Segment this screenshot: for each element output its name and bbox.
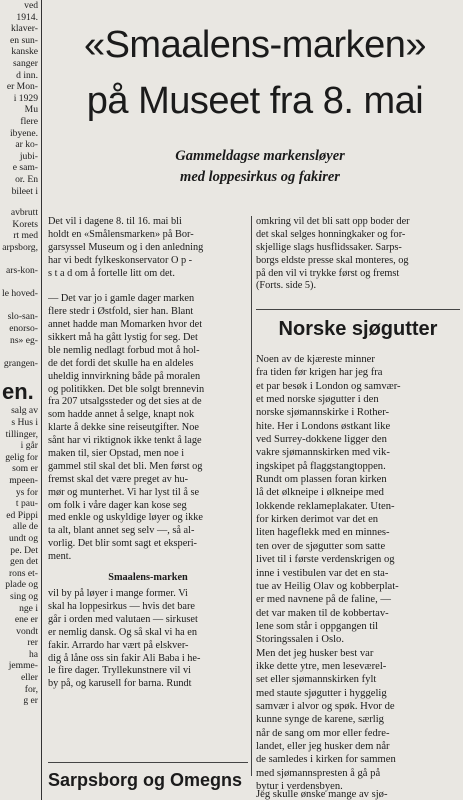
left-column-line: klaver- — [11, 23, 38, 35]
left-column-line: ys for — [15, 486, 38, 498]
norske-line: de samledes i kirken for sammen — [256, 754, 396, 766]
left-column-line: vondt — [16, 625, 38, 637]
norske-line: norske sjømannskirke i Rother- — [256, 407, 390, 419]
left-column-line — [0, 300, 38, 312]
left-column-line: rons et- — [8, 567, 38, 579]
article-line: s t a d om å fortelle litt om det. — [48, 267, 175, 279]
norske-line: ikke dette ytre, men leseværel- — [256, 660, 387, 672]
norske-line: vakre sjømannskirken med vik- — [256, 447, 390, 459]
left-column-line: som er — [12, 463, 38, 475]
article-line: garsyssel Museum og i den anledning — [48, 241, 204, 253]
norske-line: lokkende reklameplakater. Uten- — [256, 500, 395, 512]
norske-sjogutter-title: Norske sjøgutter — [278, 318, 438, 340]
article-line: skjellige slags husflidssaker. Sarps- — [256, 241, 402, 253]
article-line: de det fordi det skulle ha en aldeles — [48, 357, 194, 369]
norske-line: når de sang om mor eller fedre- — [256, 727, 390, 739]
norske-line: samvær i alvor og spøk. Hvor de — [256, 700, 395, 712]
norske-line: livet til i første verdenskrigen og — [256, 554, 395, 566]
norske-line: ved Surrey-dokkene ligger den — [256, 434, 387, 446]
left-column-line: Korets — [12, 218, 38, 230]
article-line: går i orden med valutaen — sirkuset — [48, 613, 198, 625]
article-line: og politikken. Det ble solgt brennevin — [48, 383, 205, 395]
article-column-2-lines — [256, 216, 460, 293]
article-line: gammel stil skal det bli. Men først og — [48, 460, 203, 472]
left-column-line: jemme- — [8, 660, 38, 672]
article-line: ment. — [48, 551, 72, 563]
norske-line: bytur i verdensbyen. — [256, 781, 343, 792]
left-column-line: pe. Det — [10, 544, 38, 556]
article-column-2 — [256, 216, 460, 293]
norske-line: er med navnene på de faline, — — [256, 594, 392, 606]
column-rule-center — [251, 216, 252, 776]
left-column-line: or. En — [15, 173, 38, 185]
left-column-line: sanger — [12, 57, 38, 69]
left-cutoff-column — [0, 0, 38, 800]
article-line: ble nemlig nedlagt forbud mot å hol- — [48, 344, 200, 356]
norske-line: med sjømannspresten å gå på — [256, 767, 381, 779]
bottom-divider — [48, 762, 248, 763]
article-line: ta alt, blant annet seg selv —, så al- — [48, 525, 195, 537]
subheadline — [110, 146, 410, 188]
left-column-line: ed Pippi — [6, 509, 38, 521]
article-line: som hadde annet å selge, knapt nok — [48, 409, 195, 421]
norske-line: landet, eller jeg husker dem når — [256, 740, 390, 752]
article-line: by på, og karusell for barna. Rundt — [48, 678, 192, 690]
sarpsborg-headline: Sarpsborg og Omegns — [48, 770, 243, 790]
article-column-1-continued — [48, 588, 248, 691]
article-column-1 — [48, 216, 248, 691]
left-column-line: eller — [20, 672, 38, 684]
left-column-line: gelig for — [5, 451, 38, 463]
left-column-heading-fragment: en. — [2, 379, 34, 405]
article-line: flere stedr i Østfold, sier han. Blant — [48, 306, 194, 318]
norske-line: det var maken til de kobbertav- — [256, 607, 389, 619]
left-column-line: flere — [20, 115, 38, 127]
left-column-line: kanske — [11, 46, 38, 58]
left-column-line: bileet i — [11, 185, 38, 197]
norske-line: hite. Her i Londons østkant like — [256, 420, 391, 432]
left-column-line: rer — [27, 637, 38, 649]
left-column-line: i går — [20, 440, 38, 452]
left-column-line: enorso- — [9, 323, 38, 335]
article-column-1-lines — [48, 216, 248, 564]
left-column-line: t pau- — [15, 498, 38, 510]
left-column-line: ar ko- — [15, 139, 38, 151]
left-column-line: alle de — [12, 521, 38, 533]
left-column-line: slo-san- — [7, 311, 38, 323]
article-line: (Forts. side 5). — [256, 280, 317, 292]
left-column-line: ibyene. — [10, 127, 38, 139]
left-column-line: 1914. — [16, 11, 38, 23]
left-column-line: nge i — [19, 602, 38, 614]
left-column-line: for, — [24, 683, 38, 695]
left-column-line: g er — [23, 695, 38, 707]
left-column-line: Mu — [24, 104, 38, 116]
left-column-line: er Mon- — [6, 81, 38, 93]
left-column-line: d inn. — [16, 69, 38, 81]
headline-line-2: på Museet fra 8. mai — [86, 80, 424, 122]
left-column-line: ars-kon- — [6, 265, 38, 277]
article-line: fakir. Arrardo har vært på elskver- — [48, 639, 189, 651]
norske-line: et med norske sjøgutter i den — [256, 394, 379, 406]
article-line: har vi bedt fylkeskonservator O p - — [48, 254, 193, 266]
article-line: uheldig innvirkning både på moralen — [48, 370, 201, 382]
norske-line: lå det ølkneipe i ølkneipe med — [256, 487, 384, 499]
left-column-line: ene er — [14, 614, 38, 626]
left-column-line: arpsborg, — [2, 241, 38, 253]
left-column-line: avbrutt — [10, 207, 38, 219]
article-line: sikkert må ha gått lystig for seg. Det — [48, 332, 198, 344]
article-line: skal ha loppesirkus — hvis det bare — [48, 600, 195, 612]
left-column-line: grangen- — [3, 357, 38, 369]
left-column-line: le hoved- — [2, 288, 38, 300]
left-column-line: salg av — [11, 405, 38, 417]
article-line: Det vil i dagene 8. til 16. mai bli — [48, 216, 182, 227]
left-column-line: en sun- — [10, 34, 38, 46]
article-line: sånt har vi riktignok ikke tenkt å lage — [48, 435, 202, 447]
article-line: le fire dager. Tryllekunstnere vil vi — [48, 665, 191, 677]
left-column-line: e sam- — [12, 162, 38, 174]
article-line: omkring vil det bli satt opp boder der — [256, 216, 410, 227]
norske-line: fra tiden før krigen har jeg fra — [256, 367, 383, 379]
article-line: klarte å dekke sine reiseutgifter. Noe — [48, 422, 199, 434]
headline-line-1: «Smaalens-marken» — [83, 24, 427, 66]
left-column-mid-lines — [0, 207, 38, 369]
article-divider — [256, 309, 460, 310]
norske-cutoff-line: Jeg skulle ønske mange av sjø- — [256, 789, 388, 800]
norske-sjogutter-lines — [256, 353, 460, 793]
left-column-line: tillinger, — [5, 428, 38, 440]
norske-line: tue av Heilig Olav og kobberplat- — [256, 580, 399, 592]
norske-line: liten hageflekk med en minnes- — [256, 527, 390, 539]
article-line: er nemlig dansk. Og så skal vi ha en — [48, 626, 197, 638]
column-rule-left — [41, 0, 42, 800]
norske-line: Storingssalen i Oslo. — [256, 634, 344, 646]
left-column-line: plade og — [5, 579, 38, 591]
left-column-bottom-lines — [0, 405, 38, 706]
left-column-line: ns» eg- — [10, 334, 38, 346]
article-line: holdt en «Smålensmarken» på Bor- — [48, 228, 194, 240]
left-column-line — [0, 346, 38, 358]
left-column-line: ved — [24, 0, 38, 11]
left-column-line: ha — [28, 648, 38, 660]
left-column-line — [0, 277, 38, 289]
article-line: maken til, sier Opstad, men noe i — [48, 448, 185, 460]
norske-sjogutter-body — [256, 353, 460, 793]
article-line: fra 207 utsalgssteder og det sies at de — [48, 396, 202, 408]
left-column-top-lines — [0, 0, 38, 197]
article-line: mør og munterhet. Vi har lyst til å se — [48, 486, 200, 498]
subheadline-line-2: med loppesirkus og fakirer — [180, 169, 340, 185]
article-line: fremst skal det være preget av hu- — [48, 473, 189, 485]
subheadline-line-1: Gammeldagse markensløyer — [175, 148, 345, 164]
article-line: dig å låne oss sin fakir Ali Baba i he- — [48, 652, 201, 664]
article-line: annet hadde man Momarken hvor det — [48, 319, 203, 331]
left-column-line — [0, 253, 38, 265]
norske-line: set eller sjømannskirken fylt — [256, 674, 377, 686]
left-column-line: gen det — [10, 556, 38, 568]
norske-line: med staute sjøgutter i hyggelig — [256, 687, 387, 699]
norske-line: inne i vestibulen var det en sta- — [256, 567, 389, 579]
article-line: om folk i våre dager kan kose seg — [48, 499, 187, 511]
norske-line: ten over de sjøgutter som satte — [256, 540, 386, 552]
norske-line: lene som står i oppgangen til — [256, 620, 379, 632]
article-line: — Det var jo i gamle dager marken — [48, 293, 195, 305]
norske-line: Men det jeg husker best var — [256, 647, 374, 659]
article-line — [48, 280, 248, 293]
norske-line: ingskipet på flaggstangtoppen. — [256, 460, 386, 472]
article-line: på den vil vi trykke først og fremst — [256, 267, 400, 279]
article-line: det skal selges honningkaker og for- — [256, 228, 406, 240]
left-column-line: jubi- — [19, 150, 38, 162]
norske-line: et par besøk i London og samvær- — [256, 380, 401, 392]
article-line: vil by på løyer i mange former. Vi — [48, 588, 188, 600]
article-line: vorlig. Det blir somt sagt et eksperi- — [48, 538, 197, 550]
norske-line: kunne synge de karene, særlig — [256, 714, 384, 726]
left-column-line: rt med — [13, 230, 38, 242]
article-line: med enkle og uskyldige løyer og ikke — [48, 512, 203, 524]
left-column-line: undt og — [8, 532, 38, 544]
left-column-line: s Hus i — [11, 417, 38, 428]
norske-line: Noen av de kjæreste minner — [256, 354, 375, 365]
left-column-line: sing og — [10, 590, 38, 602]
norske-line: for kirken derimot var det en — [256, 514, 379, 526]
left-column-line: i 1929 — [13, 92, 38, 104]
article-line: borgs eldste presse skal monteres, og — [256, 254, 409, 266]
section-title: Smaalens-marken — [108, 572, 188, 584]
norske-line: Rundt om plassen foran kirken — [256, 474, 387, 486]
left-column-line: mpeen- — [9, 474, 38, 486]
